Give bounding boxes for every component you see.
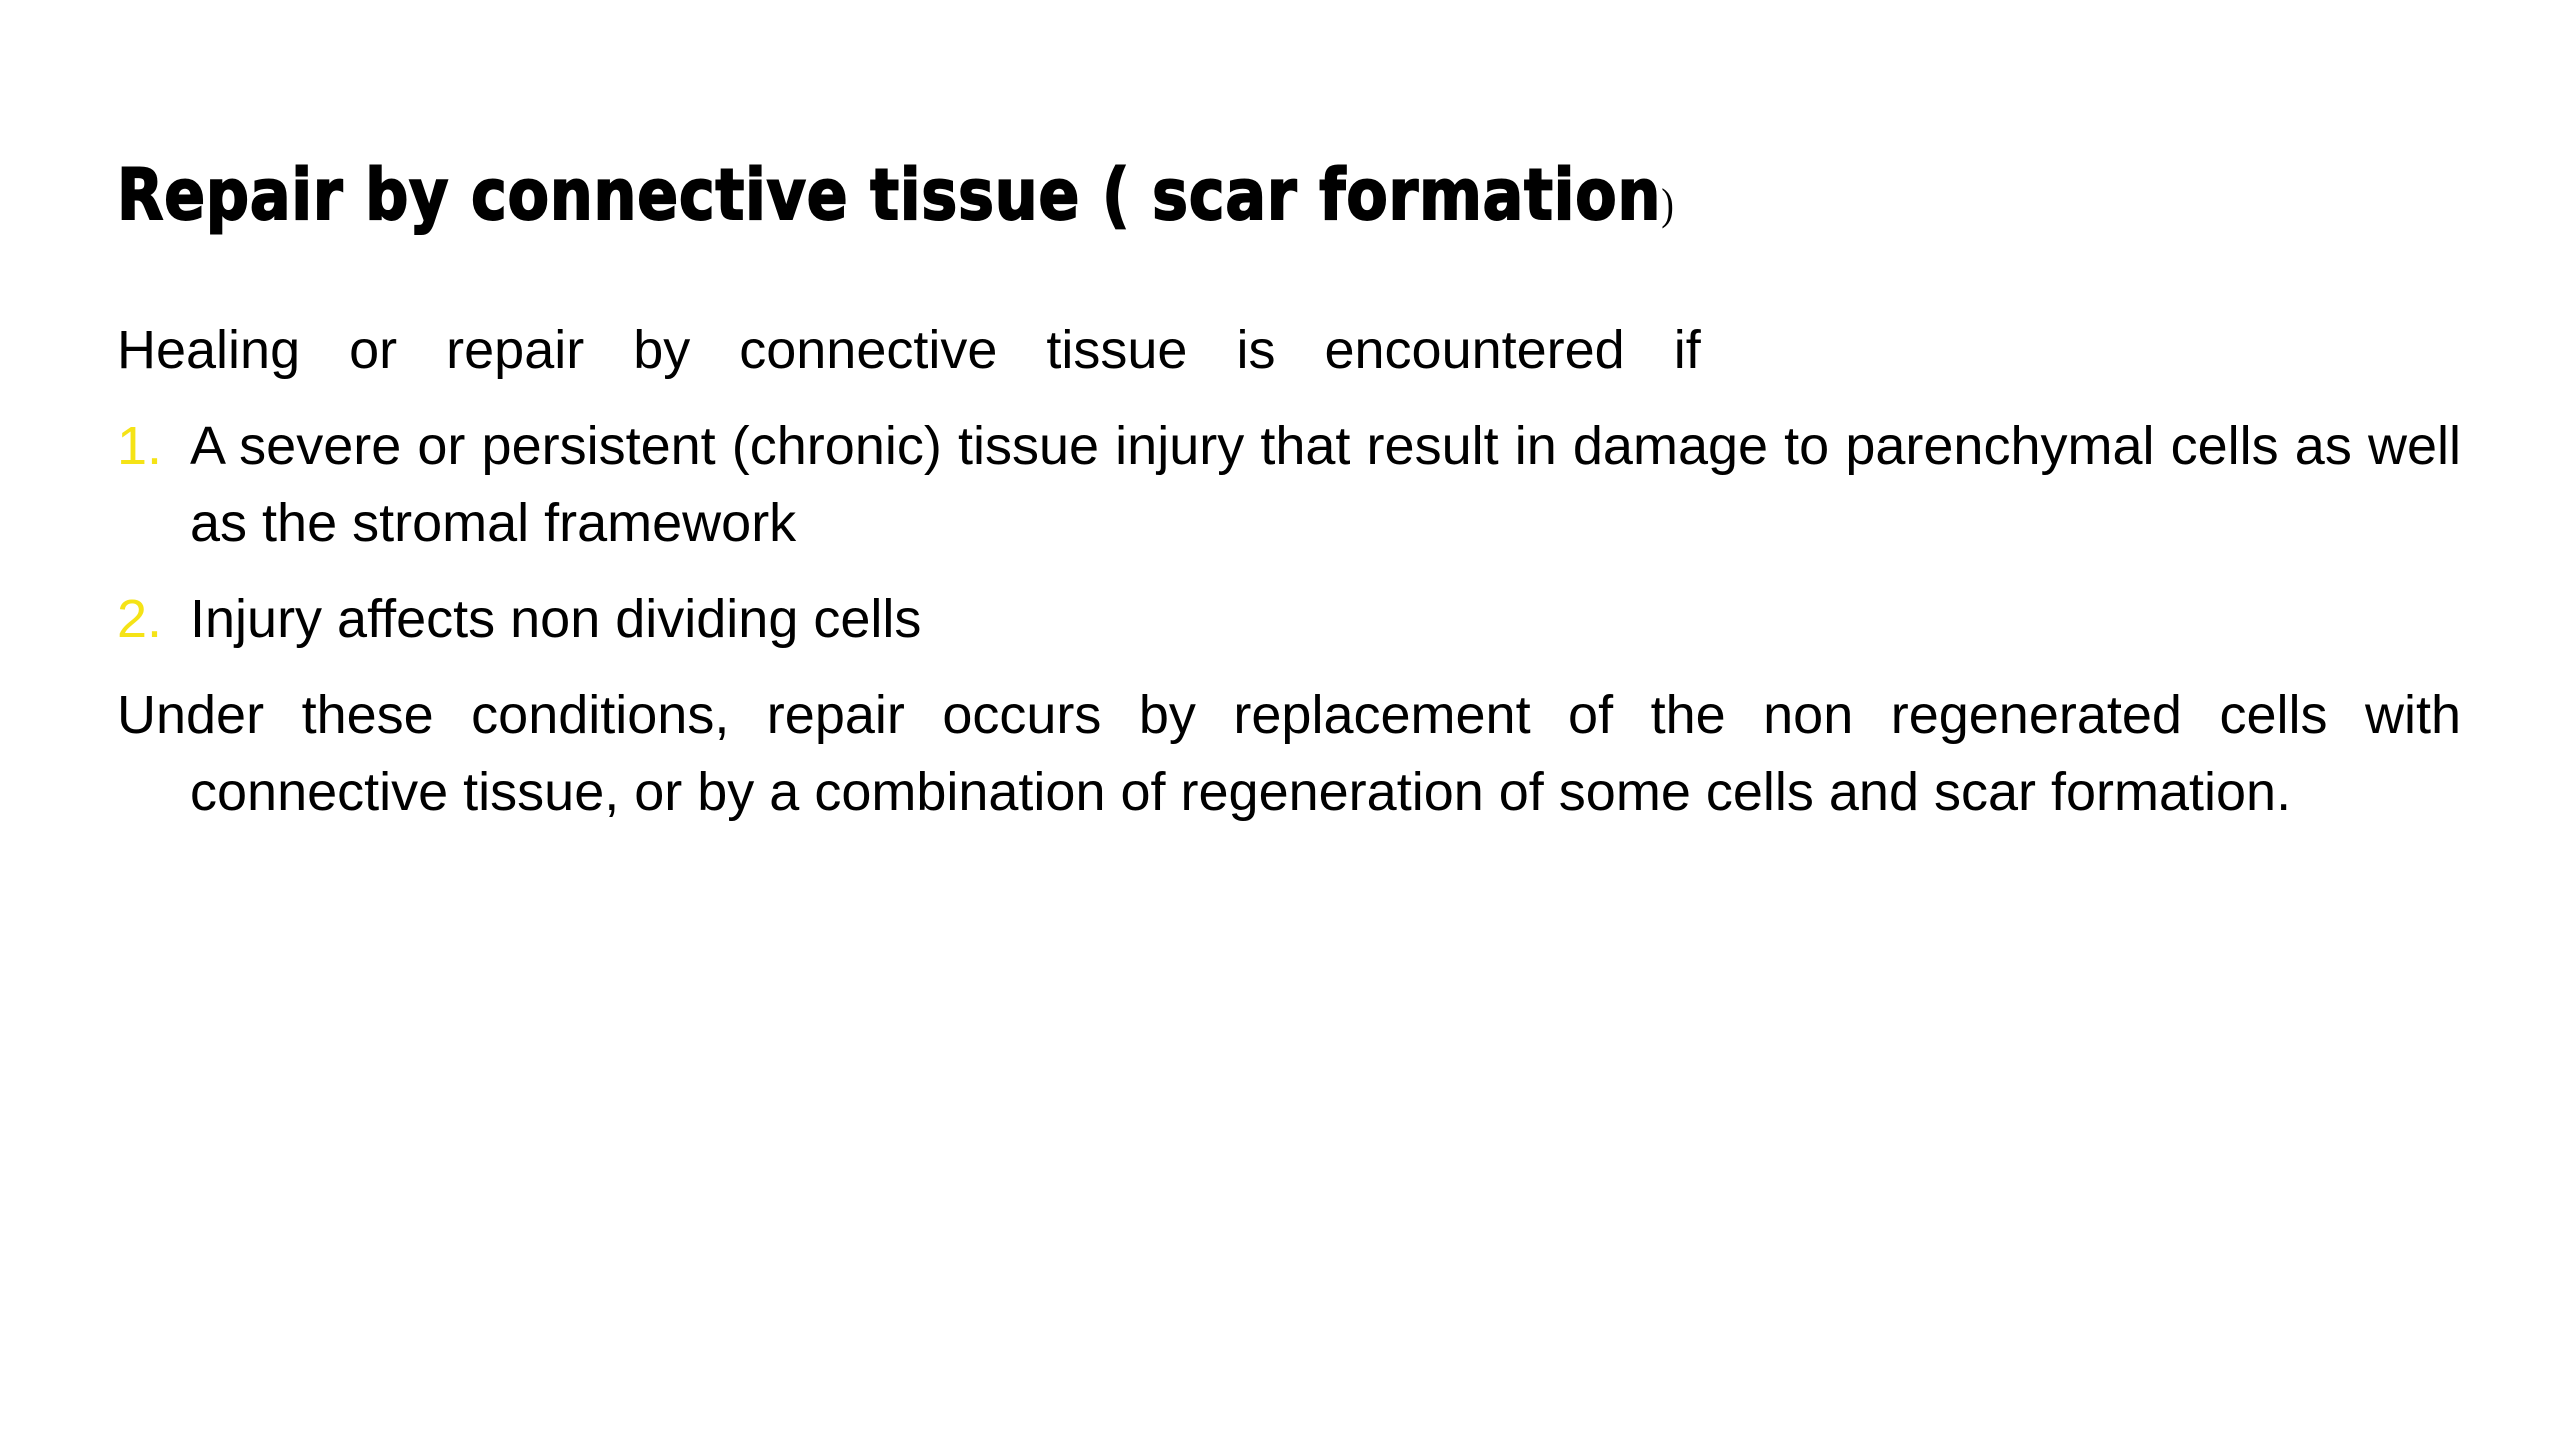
closing-paragraph: Under these conditions, repair occurs by replacement of the non regenerated cells with connective tissue, or by a combination of regeneration of some cells and scar formation. [117, 685, 2461, 822]
list-item-text: A severe or persistent (chronic) tissue injury that result in damage to parenchymal cells as well as the stromal framework [190, 416, 2461, 553]
list-item-number: 2. [117, 589, 163, 649]
slide-title-close-paren: ) [1661, 180, 1674, 229]
intro-paragraph: Healing or repair by connective tissue is encountered if [117, 320, 1701, 380]
slide-title-text: Repair by connective tissue ( scar formation [117, 154, 1662, 236]
list-item-text: Injury affects non dividing cells [190, 589, 922, 649]
list-item [117, 408, 2461, 562]
slide-title [117, 150, 2095, 250]
list-item [117, 581, 2461, 658]
slide-body [117, 312, 2461, 831]
list-item-number: 1. [117, 416, 163, 476]
